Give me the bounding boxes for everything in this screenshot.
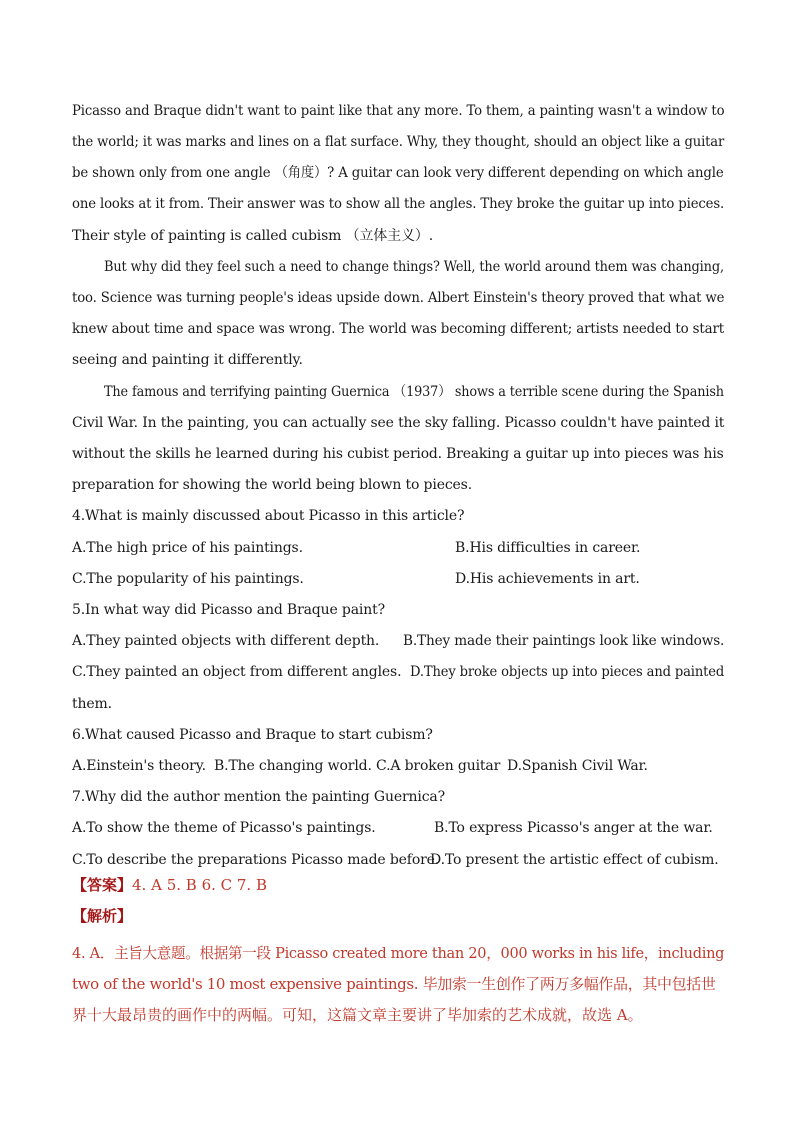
question-stem: 6.What caused Picasso and Braque to start cubism? (72, 727, 433, 743)
option-c: C.The popularity of his paintings. (72, 571, 304, 587)
option-a: A.To show the theme of Picasso's paintings. (72, 820, 376, 836)
option-d: D.His achievements in art. (455, 571, 640, 587)
option-d-continued: them. (72, 696, 112, 712)
question-stem: 4.What is mainly discussed about Picasso in this article? (72, 508, 465, 524)
option-c: C.They painted an object from different angles. (72, 664, 402, 680)
option-b: B.The changing world. (214, 758, 372, 774)
option-c: C.A broken guitar (376, 758, 501, 774)
passage-line: preparation for showing the world being blown to pieces. (72, 477, 472, 493)
option-d: D.Spanish Civil War. (507, 758, 648, 774)
answer-line (72, 874, 267, 896)
answer-label: 【答案】 (72, 876, 133, 894)
option-b: B.His difficulties in career. (455, 540, 641, 556)
passage-line: Picasso and Braque didn't want to paint like that any more. To them, a painting wasn't a window to (72, 103, 725, 119)
option-d: D.They broke objects up into pieces and painted (410, 664, 725, 680)
option-d: D.To present the artistic effect of cubism. (430, 852, 719, 868)
option-c: C.To describe the preparations Picasso made before. (72, 852, 440, 868)
analysis-line: 4. A．主旨大意题。根据第一段 Picasso created more than 20，000 works in his life，including (72, 944, 725, 962)
passage-line: Civil War. In the painting, you can actually see the sky falling. Picasso couldn't have painted it (72, 415, 725, 431)
passage-line: Their style of painting is called cubism （立体主义）. (72, 228, 433, 244)
passage-line: one looks at it from. Their answer was to show all the angles. They broke the guitar up into pieces. (72, 196, 725, 212)
question-stem: 5.In what way did Picasso and Braque paint? (72, 602, 385, 618)
passage-line: But why did they feel such a need to change things? Well, the world around them was changing, (104, 259, 724, 275)
answer-values: 4. A 5. B 6. C 7. B (132, 876, 267, 894)
analysis-label: 【解析】 (72, 907, 133, 925)
option-b: B.They made their paintings look like windows. (403, 633, 725, 649)
passage-line: seeing and painting it differently. (72, 352, 303, 368)
passage-line: be shown only from one angle （角度）? A guitar can look very different depending on which angle (72, 165, 724, 181)
option-a: A.The high price of his paintings. (72, 540, 303, 556)
analysis-line: 界十大最昂贵的画作中的两幅。可知，这篇文章主要讲了毕加索的艺术成就，故选 A。 (72, 1006, 643, 1024)
analysis-line: two of the world's 10 most expensive paintings. 毕加索一生创作了两万多幅作品，其中包括世 (72, 975, 716, 993)
passage-line: knew about time and space was wrong. The world was becoming different; artists needed to start (72, 321, 725, 337)
passage-line: the world; it was marks and lines on a flat surface. Why, they thought, should an object like a guitar (72, 134, 725, 150)
option-b: B.To express Picasso's anger at the war. (434, 820, 713, 836)
question-stem: 7.Why did the author mention the painting Guernica? (72, 789, 445, 805)
passage-line: The famous and terrifying painting Guernica （1937） shows a terrible scene during the Spanish (104, 384, 724, 400)
passage-line: too. Science was turning people's ideas upside down. Albert Einstein's theory proved that what we (72, 290, 725, 306)
passage-line: without the skills he learned during his cubist period. Breaking a guitar up into pieces was his (72, 446, 724, 462)
option-a: A.Einstein's theory. (72, 758, 206, 774)
option-a: A.They painted objects with different depth. (72, 633, 380, 649)
